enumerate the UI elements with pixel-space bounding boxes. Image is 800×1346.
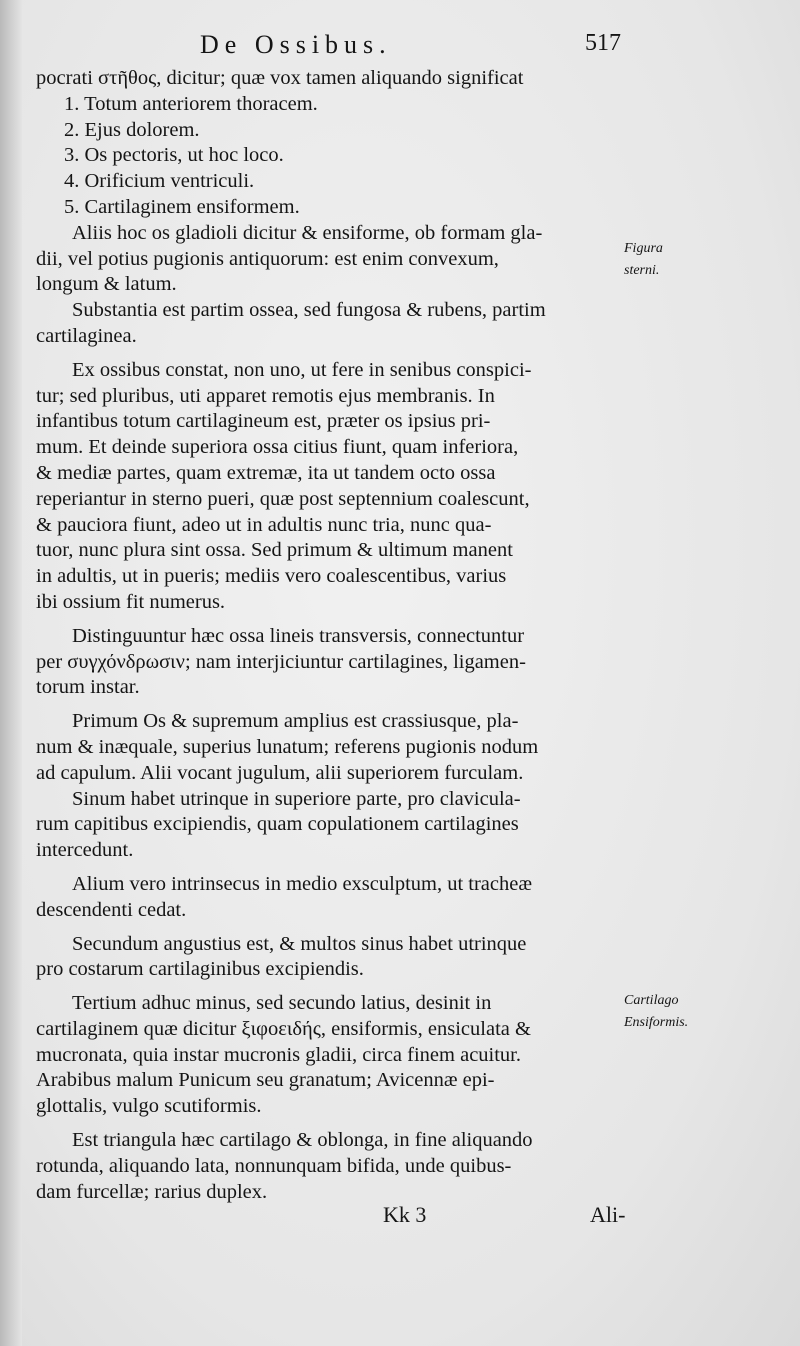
text-line: rum capitibus excipiendis, quam copulationem cartilagines [36, 813, 519, 836]
paragraph-gap [36, 1120, 636, 1128]
text-line: & pauciora fiunt, adeo ut in adultis nunc tria, nunc qua- [36, 513, 492, 536]
page-footer [0, 1202, 800, 1232]
text-line: intercedunt. [36, 839, 134, 862]
text-line: Distinguuntur hæc ossa lineis transversis, connectuntur [72, 624, 525, 647]
text-line: torum instar. [36, 676, 140, 699]
text-line: longum & latum. [36, 273, 177, 296]
paragraph-gap [36, 616, 636, 624]
text-line: infantibus totum cartilagineum est, præter os ipsius pri- [36, 410, 491, 433]
catchword: Ali- [590, 1202, 626, 1227]
text-line: rotunda, aliquando lata, nonnunquam bifida, unde quibus- [36, 1154, 512, 1177]
text-line: Sinum habet utrinque in superiore parte, pro clavicula- [72, 787, 521, 810]
margin-note: sterni. [624, 263, 660, 278]
text-line: Secundum angustius est, & multos sinus habet utrinque [72, 932, 527, 955]
text-line: Alium vero intrinsecus in medio exsculptum, ut tracheæ [72, 872, 533, 895]
paragraph-gap [36, 701, 636, 709]
text-line: pro costarum cartilaginibus excipiendis. [36, 958, 364, 981]
text-line: pocrati στῆθος, dicitur; quæ vox tamen aliquando significat [36, 67, 524, 89]
page-number: 517 [585, 30, 621, 56]
text-line: cartilaginem quæ dicitur ξιφοειδής, ensiformis, ensiculata & [36, 1017, 531, 1040]
text-line: reperiantur in sterno pueri, quæ post septennium coalescunt, [36, 487, 530, 510]
text-line: Substantia est partim ossea, sed fungosa & rubens, partim [72, 299, 546, 322]
text-line: ibi ossium fit numerus. [36, 590, 226, 613]
margin-note: Ensiformis. [624, 1015, 689, 1030]
page-gutter-shadow [0, 0, 22, 1346]
list-item: 1. Totum anteriorem thoracem. [64, 92, 318, 115]
text-line: dam furcellæ; rarius duplex. [36, 1180, 268, 1203]
paragraph-gap [36, 350, 636, 358]
running-title: De Ossibus. [200, 30, 392, 59]
text-line: Tertium adhuc minus, sed secundo latius, desinit in [72, 992, 492, 1015]
list-item: 5. Cartilaginem ensiformem. [64, 195, 300, 218]
text-line: Ex ossibus constat, non uno, ut fere in senibus conspici- [72, 358, 532, 381]
text-line: ad capulum. Alii vocant jugulum, alii superiorem furculam. [36, 761, 524, 784]
page-header [0, 30, 800, 60]
list-item: 2. Ejus dolorem. [64, 118, 200, 141]
text-line: tuor, nunc plura sint ossa. Sed primum & ultimum manent [36, 539, 513, 562]
text-line: mucronata, quia instar mucronis gladii, circa finem acuitur. [36, 1043, 522, 1066]
margin-note: Cartilago [624, 993, 679, 1008]
signature-mark: Kk 3 [383, 1202, 427, 1227]
paragraph-gap [36, 983, 636, 991]
margin-note: Figura [624, 241, 663, 256]
text-line: num & inæquale, superius lunatum; referens pugionis nodum [36, 735, 539, 758]
text-line: mum. Et deinde superiora ossa citius fiunt, quam inferiora, [36, 436, 519, 459]
text-line: glottalis, vulgo scutiformis. [36, 1095, 262, 1118]
text-line: cartilaginea. [36, 324, 137, 347]
text-line: Arabibus malum Punicum seu granatum; Avicennæ epi- [36, 1069, 495, 1092]
text-line: descendenti cedat. [36, 898, 187, 921]
text-line: Aliis hoc os gladioli dicitur & ensiforme, ob formam gla- [72, 221, 543, 244]
text-line: & mediæ partes, quam extremæ, ita ut tandem octo ossa [36, 461, 496, 484]
list-item: 3. Os pectoris, ut hoc loco. [64, 144, 284, 167]
text-line: Primum Os & supremum amplius est crassiusque, pla- [72, 710, 519, 733]
body-text [36, 66, 636, 1205]
list-item: 4. Orificium ventriculi. [64, 170, 255, 193]
text-line: tur; sed pluribus, uti apparet remotis ejus membranis. In [36, 384, 495, 407]
paragraph-gap [36, 924, 636, 932]
text-line: Est triangula hæc cartilago & oblonga, in fine aliquando [72, 1129, 533, 1152]
text-line: per συγχόνδρωσιν; nam interjiciuntur cartilagines, ligamen- [36, 650, 526, 673]
text-line: in adultis, ut in pueris; mediis vero coalescentibus, varius [36, 565, 507, 588]
paragraph-gap [36, 864, 636, 872]
text-line: dii, vel potius pugionis antiquorum: est enim convexum, [36, 247, 499, 270]
